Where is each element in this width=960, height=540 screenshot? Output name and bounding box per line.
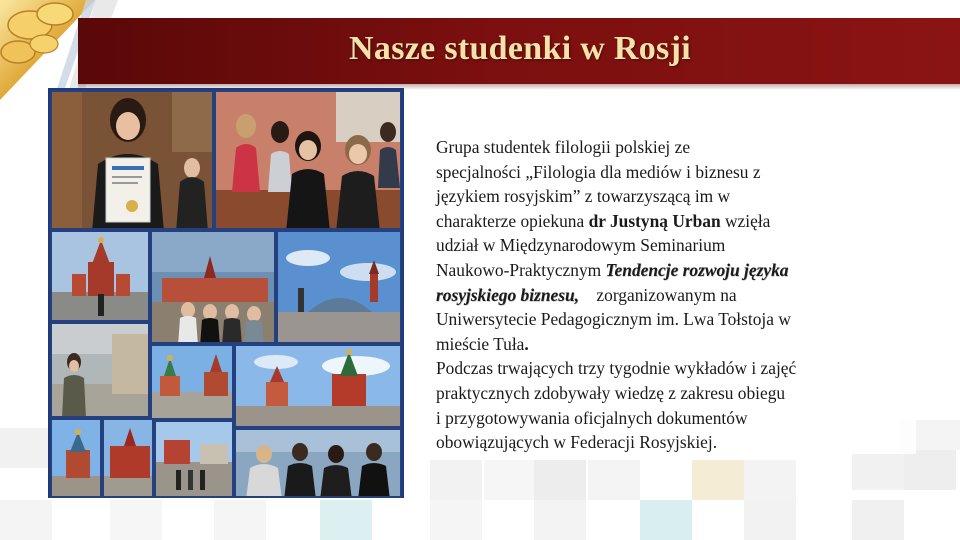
text-span: językiem rosyjskim” z towarzyszącą im w — [436, 186, 731, 207]
supervisor-name: dr Justyną Urban — [588, 210, 721, 231]
text-span: mieście Tuła — [436, 333, 525, 354]
seminar-title-cont: rosyjskiego biznesu, — [436, 284, 580, 305]
text-span: Podczas trwających trzy tygodnie wykładów i zajęć — [436, 358, 797, 379]
text-line — [436, 233, 898, 258]
text-span: udział w Międzynarodowym Seminarium — [436, 235, 726, 256]
photo-kremlin-group — [150, 230, 276, 344]
decorative-tile — [852, 500, 904, 540]
text-span: wzięła — [720, 210, 771, 231]
decorative-tile — [534, 460, 586, 500]
slide-title: Nasze studenki w Rosji — [349, 30, 691, 67]
photo-seminar-desks — [214, 90, 402, 230]
decorative-tile — [430, 500, 482, 540]
photo-moscow-church — [50, 230, 150, 322]
text-span: charakterze opiekuna — [436, 210, 589, 231]
decorative-tile — [744, 460, 796, 500]
text-line — [436, 160, 898, 185]
text-line — [436, 381, 898, 406]
photo-group-square — [154, 420, 234, 498]
decorative-tile — [640, 500, 692, 540]
text-span: Grupa studentek filologii polskiej ze — [436, 137, 691, 157]
text-span: praktycznych zdobywały wiedzę z zakresu obiegu — [436, 382, 786, 403]
photo-historical-museum — [102, 418, 154, 498]
text-line — [436, 307, 898, 332]
decorative-tile — [852, 450, 904, 490]
photo-red-square-2 — [234, 344, 402, 428]
text-span: Uniwersytecie Pedagogicznym im. Lwa Tołstoja w — [436, 309, 791, 330]
decorative-tile — [534, 500, 586, 540]
text-span: obowiązujących w Federacji Rosyjskiej. — [436, 432, 718, 453]
decorative-tile — [0, 500, 52, 540]
photo-collage — [48, 88, 404, 498]
photo-group-sitting — [234, 428, 402, 498]
decorative-tile — [110, 500, 162, 540]
text-line — [436, 332, 898, 357]
photo-woman-street — [50, 322, 150, 418]
text-line — [436, 406, 898, 431]
decorative-tile — [430, 460, 482, 500]
text-span: zorganizowanym na — [579, 284, 737, 305]
text-line — [436, 356, 898, 381]
text-line — [436, 258, 898, 283]
text-span: . — [524, 333, 529, 354]
seminar-title: Tendencje rozwoju języka — [605, 259, 789, 280]
decorative-tile — [588, 460, 640, 500]
text-span: i przygotowywania oficjalnych dokumentów — [436, 407, 748, 428]
decorative-tile — [320, 500, 372, 540]
text-line — [436, 430, 898, 455]
text-line — [436, 283, 898, 308]
photo-red-square-1 — [150, 344, 234, 420]
photo-cathedral — [50, 418, 102, 498]
decorative-tile — [0, 428, 52, 468]
text-span: Naukowo-Praktycznym — [436, 259, 606, 280]
decorative-tile — [692, 460, 744, 500]
text-line — [436, 135, 898, 160]
decorative-tile — [904, 450, 956, 490]
decorative-tile — [744, 500, 796, 540]
photo-manege-square — [276, 230, 402, 344]
photo-certificate — [50, 90, 214, 230]
body-text — [436, 135, 898, 455]
decorative-tile — [214, 500, 266, 540]
text-line — [436, 184, 898, 209]
decorative-tile — [484, 460, 536, 500]
text-span: specjalności „Filologia dla mediów i biznesu z — [436, 161, 761, 182]
text-line — [436, 209, 898, 234]
